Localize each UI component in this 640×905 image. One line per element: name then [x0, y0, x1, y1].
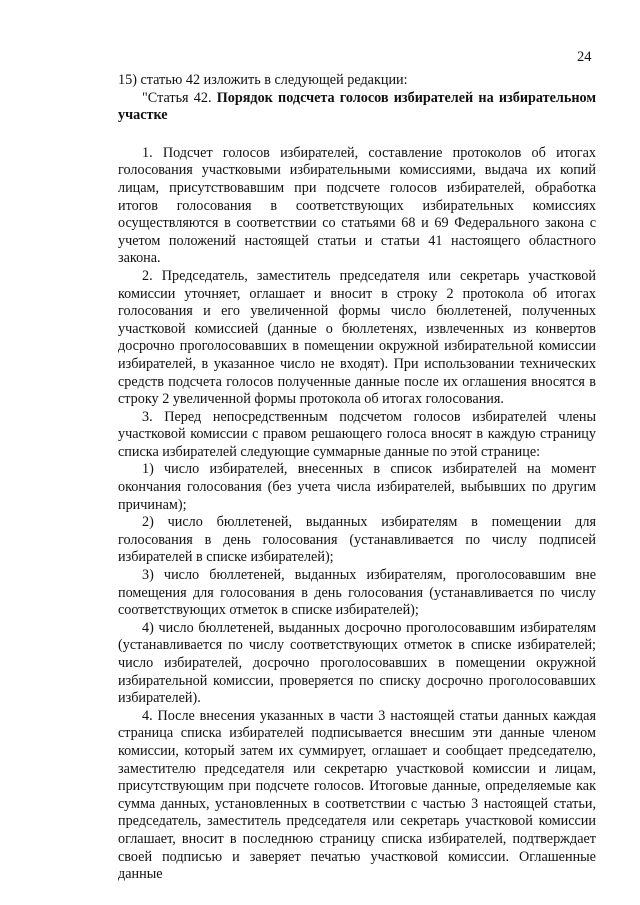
paragraph-3-item-4: 4) число бюллетеней, выданных досрочно проголосовавшим избирателям (устанавливается по числу соответствующих отметок в списке избирателей; число избирателей, досрочно проголосовавших в помещении окружной избирательной комиссии, проверяется по списку досрочно проголосовавших избирателей).: [118, 619, 596, 707]
amendment-intro: 15) статью 42 изложить в следующей редакции:: [118, 72, 408, 88]
heading-spacer: [118, 125, 596, 145]
paragraph-4: 4. После внесения указанных в части 3 настоящей статьи данных каждая страница списка избирателей подписывается внесшим эти данные членом комиссии, который затем их суммирует, оглашает и сообщает председателю, заместителю председателя или секретарю участковой комиссии и лицам, присутствующим при подсчете голосов. Итоговые данные, определяемые как сумма данных, установленных в соответствии с частью 3 настоящей статьи, председатель, заместитель председателя или секретарь участковой комиссии оглашает, вносит в последнюю страницу списка избирателей, подтверждает своей подписью и заверяет печатью участковой комиссии. Оглашенные данные: [118, 707, 596, 883]
paragraph-1: 1. Подсчет голосов избирателей, составление протоколов об итогах голосования участковыми избирательными комиссиями, выдача их копий лицам, присутствовавшим при подсчете голосов избирателей, обработка итогов голосования в соответствующих избирательных комиссиях осуществляются в соответствии со статьями 68 и 69 Федерального закона с учетом положений настоящей статьи и статьи 41 настоящего областного закона.: [118, 144, 596, 267]
paragraph-3-item-3: 3) число бюллетеней, выданных избирателям, проголосовавшим вне помещения для голосования в день голосования (устанавливается по числу соответствующих отметок в списке избирателей);: [118, 567, 596, 619]
document-body: [118, 72, 596, 884]
article-title: Порядок подсчета голосов избирателей на избирательном участке: [118, 89, 597, 124]
paragraph-3-item-1: 1) число избирателей, внесенных в список избирателей на момент окончания голосования (без учета числа избирателей, выбывших по другим причинам);: [118, 461, 596, 513]
article-heading: [118, 90, 596, 125]
paragraph-3-item-2: 2) число бюллетеней, выданных избирателям в помещении для голосования в день голосования (устанавливается по числу подписей избирателей в списке избирателей);: [118, 514, 596, 566]
paragraph-2: 2. Председатель, заместитель председателя или секретарь участковой комиссии уточняет, оглашает и вносит в строку 2 протокола об итогах голосования и его увеличенной формы число бюллетеней, полученных участковой комиссией (данные о бюллетенях, извлеченных из конвертов досрочно проголосовавших в помещении окружной избирательной комиссии избирателей, в указанное число не входят). При использовании технических средств подсчета голосов полученные данные после их оглашения вносятся в строку 2 увеличенной формы протокола об итогах голосования.: [118, 267, 596, 408]
paragraph-3: 3. Перед непосредственным подсчетом голосов избирателей члены участковой комиссии с правом решающего голоса вносят в каждую страницу списка избирателей следующие суммарные данные по этой странице:: [118, 408, 596, 460]
page-number: 24: [577, 49, 592, 65]
article-prefix: "Статья 42.: [142, 89, 212, 106]
